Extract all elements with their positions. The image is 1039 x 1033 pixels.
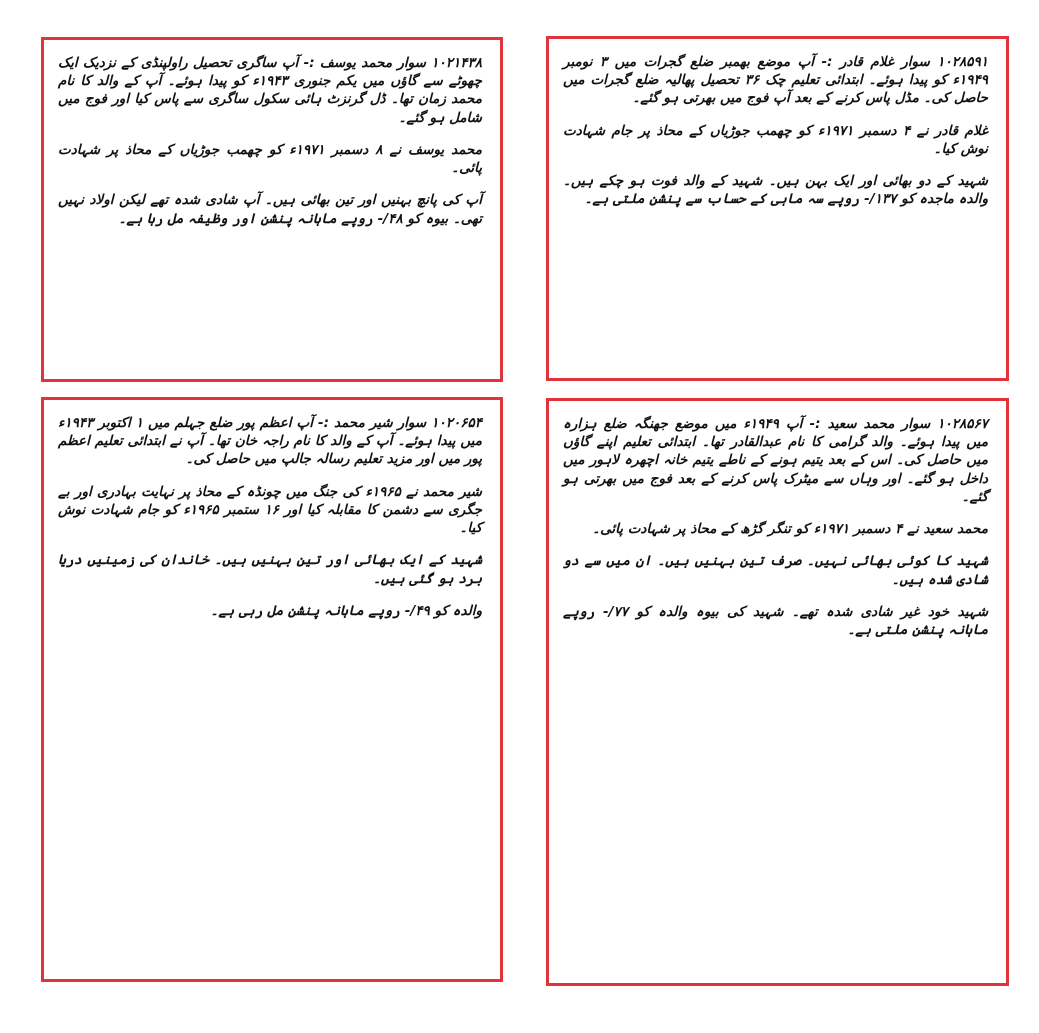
card-paragraph: شہید خود غیر شادی شدہ تھے۔ شہید کی بیوہ والدہ کو ۷۷/- روپے ماہانہ پنشن ملتی ہے۔ — [563, 603, 989, 638]
card-paragraph: ۱۰۲۸۵۹۱ سوار غلام قادر :- آپ موضع بھمبر ضلع گجرات میں ۳ نومبر ۱۹۴۹ء کو پیدا ہوئے۔ ابتدائی تعلیم چک ۳۶ تحصیل پھالیہ ضلع گجرات میں حاصل کی۔ مڈل پاس کرنے کے بعد آپ فوج میں بھرتی ہو گئے۔ — [563, 54, 988, 107]
card-paragraph: ۱۰۲۰۶۵۴ سوار شیر محمد :- آپ اعظم پور ضلع جہلم میں ۱ اکتوبر ۱۹۴۳ء میں پیدا ہوئے۔ آپ کے والد کا نام راجہ خان تھا۔ آپ نے ابتدائی تعلیم اعظم پور میں اور مزید تعلیم رسالہ جالپ میں حاصل کی۔ — [58, 415, 482, 468]
biography-card-ghulam-qadir — [546, 36, 1009, 381]
card-paragraph: محمد یوسف نے ۸ دسمبر ۱۹۷۱ء کو چھمب جوڑیاں کے محاذ پر شہادت پائی۔ — [58, 141, 483, 177]
biography-card-sher-muhammad — [41, 397, 503, 982]
card-paragraph: آپ کی پانچ بہنیں اور تین بھائی ہیں۔ آپ شادی شدہ تھے لیکن اولاد نہیں تھی۔ بیوہ کو ۴۸/- روپے ماہانہ پنشن اور وظیفہ مل رہا ہے۔ — [58, 192, 482, 227]
card-paragraph: والدہ کو ۴۹/- روپے ماہانہ پنشن مل رہی ہے۔ — [210, 602, 482, 619]
card-paragraph: شہید کا کوئی بھائی نہیں۔ صرف تین بہنیں ہیں۔ ان میں سے دو شادی شدہ ہیں۔ — [563, 553, 988, 588]
card-paragraph: شیر محمد نے ۱۹۶۵ء کی جنگ میں چونڈہ کے محاذ پر نہایت بہادری اور بے جگری سے دشمن کا مقابلہ کیا اور ۱۶ ستمبر ۱۹۶۵ء کو جام شہادت نوش کیا۔ — [58, 483, 482, 537]
card-paragraph: غلام قادر نے ۴ دسمبر ۱۹۷۱ء کو چھمب جوڑیاں کے محاذ پر جام شہادت نوش کیا۔ — [563, 122, 988, 157]
biography-card-muhammad-saeed — [546, 398, 1009, 986]
card-paragraph: ۱۰۲۱۴۳۸ سوار محمد یوسف :- آپ ساگری تحصیل راولپنڈی کے نزدیک ایک چھوٹے سے گاؤں میں یکم جنوری ۱۹۴۳ء کو پیدا ہوئے۔ آپ کے والد کا نام محمد زمان تھا۔ ڈل گرنزٹ ہائی سکول ساگری سے پاس کیا اور فوج میں شامل ہو گئے۔ — [58, 55, 482, 126]
biography-card-yusuf — [41, 37, 503, 382]
card-paragraph: شہید کے ایک بھائی اور تین بہنیں ہیں۔ خاندان کی زمینیں دریا برد ہو گئی ہیں۔ — [58, 552, 482, 587]
card-paragraph: ۱۰۲۸۵۶۷ سوار محمد سعید :- آپ ۱۹۴۹ء میں موضع جھنگہ ضلع ہزارہ میں پیدا ہوئے۔ والد گرامی کا نام عبدالقادر تھا۔ ابتدائی تعلیم اپنے گاؤں میں حاصل کی۔ اس کے بعد یتیم ہونے کے ناطے یتیم خانہ اچھرہ لاہور میں داخل ہو گئے۔ اور وہاں سے میٹرک پاس کرنے کے بعد فوج میں بھرتی ہو گئے۔ — [563, 416, 988, 505]
card-paragraph: شہید کے دو بھائی اور ایک بہن ہیں۔ شہید کے والد فوت ہو چکے ہیں۔ والدہ ماجدہ کو ۱۳۷/- روپے سہ ماہی کے حساب سے پنشن ملتی ہے۔ — [563, 173, 988, 208]
card-paragraph: محمد سعید نے ۴ دسمبر ۱۹۷۱ء کو تنگر گڑھ کے محاذ پر شہادت پائی۔ — [592, 521, 988, 538]
